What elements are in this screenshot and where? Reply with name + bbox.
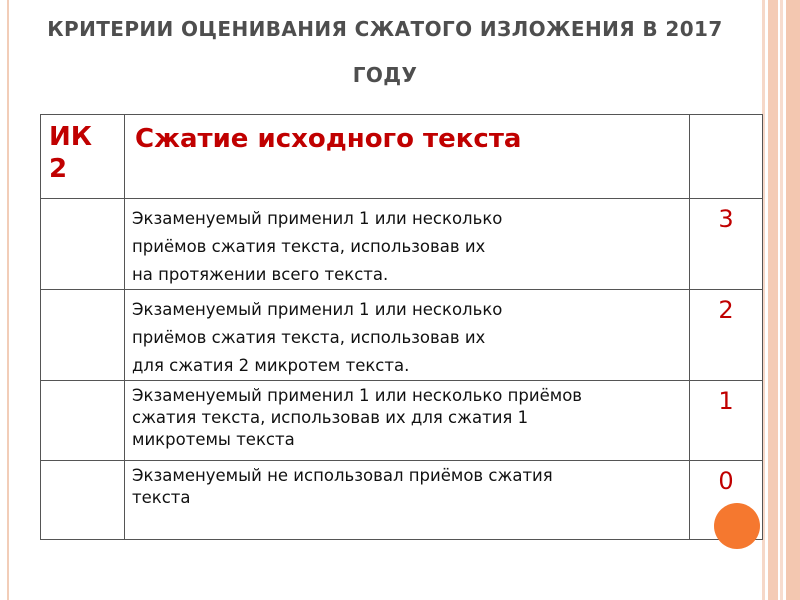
score-cell [690,290,763,381]
description-line: текста [132,488,191,507]
score-value: 1 [718,387,734,415]
criterion-code-cell [41,115,125,199]
description-cell [125,461,690,540]
slide-left-border [7,0,9,600]
table-row [41,290,763,381]
criterion-code: ИК [49,122,93,152]
criteria-table [40,114,763,540]
score-value: 0 [718,467,734,495]
criterion-number: 2 [49,154,68,184]
description-line: на протяжении всего текста. [132,265,389,284]
header-score-cell [690,115,763,199]
orange-circle-decoration [714,503,760,549]
description-line: приёмов сжатия текста, использовав их [132,328,486,347]
score-value: 3 [718,205,734,233]
description-line: Экзаменуемый применил 1 или несколько [132,300,503,319]
table-row [41,461,763,540]
table-row [41,381,763,461]
decorative-stripe [768,0,778,600]
description-line: Экзаменуемый применил 1 или несколько приёмов [132,386,583,405]
description-line: сжатия текста, использовав их для сжатия 1 [132,408,529,427]
score-cell [690,199,763,290]
decorative-stripe [780,0,783,600]
description-line: микротемы текста [132,430,295,449]
description-cell [125,290,690,381]
empty-cell [41,461,125,540]
decorative-stripe [786,0,800,600]
score-cell [690,381,763,461]
description-line: приёмов сжатия текста, использовав их [132,237,486,256]
description-cell [125,381,690,461]
score-value: 2 [718,296,734,324]
criterion-title: Сжатие исходного текста [135,124,522,154]
empty-cell [41,381,125,461]
table-row [41,199,763,290]
criterion-title-cell [125,115,690,199]
description-line: для сжатия 2 микротем текста. [132,356,410,375]
empty-cell [41,199,125,290]
empty-cell [41,290,125,381]
table-header-row [41,115,763,199]
description-line: Экзаменуемый не использовал приёмов сжатия [132,466,553,485]
description-cell [125,199,690,290]
description-line: Экзаменуемый применил 1 или несколько [132,209,503,228]
slide-title: КРИТЕРИИ ОЦЕНИВАНИЯ СЖАТОГО ИЗЛОЖЕНИЯ В 2017 ГОДУ [47,17,723,87]
